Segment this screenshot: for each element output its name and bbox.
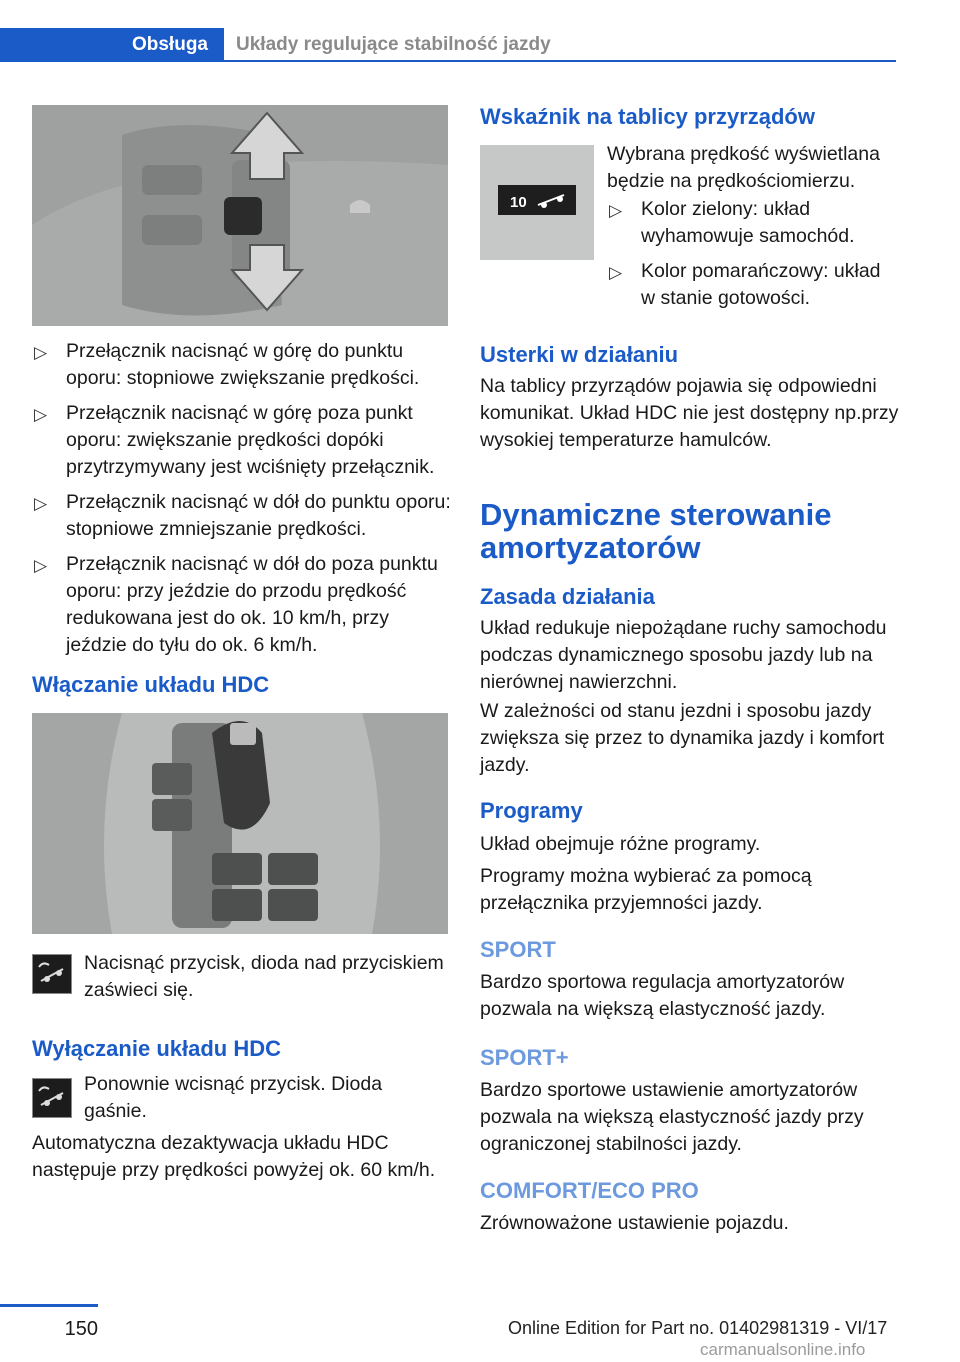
section-title: Układy regulujące stabilność jazdy [226, 28, 896, 62]
faults-heading: Usterki w działaniu [480, 342, 679, 367]
triangle-bullet-icon: ▷ [34, 343, 48, 362]
hdc-on-text: Nacisnąć przycisk, dioda nad przyciskiem zaświeci się. [84, 952, 444, 1001]
programs-heading: Programy [480, 798, 583, 823]
principle-heading: Zasada działania [480, 584, 655, 609]
triangle-bullet-icon: ▷ [609, 263, 623, 282]
triangle-bullet-icon: ▷ [609, 201, 623, 220]
cluster-display-number: 10 [510, 194, 527, 211]
page-header [0, 0, 960, 64]
indicator-heading: Wskaźnik na tablicy przyrządów [480, 104, 815, 129]
chapter-tab: Obsługa [0, 28, 224, 62]
hdc-button-icon [32, 954, 72, 994]
sport-heading: SPORT [480, 937, 556, 962]
watermark-text: carmanualsonline.info [700, 1340, 866, 1359]
edition-text: Online Edition for Part no. 01402981319 - VI/17 [508, 1318, 888, 1338]
comfort-text: Zrównoważone ustawienie pojazdu. [480, 1212, 789, 1234]
list-item: ▷ Przełącznik nacisnąć w górę do punktu oporu: stopniowe zwiększanie prędkości. [34, 340, 420, 389]
programs-text-2: Programy można wybierać za pomocą przełącznika przyjemności jazdy. [480, 865, 812, 914]
list-item: ▷ Kolor zielony: układ wyhamowuje samochód. [609, 198, 855, 247]
comfort-heading: COMFORT/ECO PRO [480, 1178, 699, 1203]
header-rule [224, 60, 896, 62]
faults-text: Na tablicy przyrządów pojawia się odpowiedni komunikat. Układ HDC nie jest dostępny np.przy wysokiej temperaturze hamulców. [480, 375, 899, 451]
triangle-bullet-icon: ▷ [34, 405, 48, 424]
dynamic-damping-heading: Dynamiczne sterowanie amortyzatorów [480, 497, 832, 565]
triangle-bullet-icon: ▷ [34, 494, 48, 513]
instrument-cluster-image [480, 145, 594, 260]
hdc-button-icon [32, 1078, 72, 1118]
programs-text-1: Układ obejmuje różne programy. [480, 833, 761, 855]
footer-rule [0, 1304, 98, 1307]
indicator-bullet-list [607, 196, 897, 320]
triangle-bullet-icon: ▷ [34, 556, 48, 575]
steering-wheel-switch-image [32, 105, 448, 326]
hdc-auto-text: Automatyczna dezaktywacja układu HDC następuje przy prędkości powyżej ok. 60 km/h. [32, 1132, 436, 1181]
sportplus-heading: SPORT+ [480, 1045, 569, 1070]
list-item: ▷ Kolor pomarańczowy: układ w stanie gotowości. [609, 260, 881, 309]
speed-bullet-list [32, 338, 452, 667]
principle-text-1: Układ redukuje niepożądane ruchy samochodu podczas dynamicznego sposobu jazdy lub na nierównej nawierzchni. [480, 617, 887, 693]
sportplus-text: Bardzo sportowe ustawienie amortyzatorów pozwala na większą elastyczność jazdy przy ograniczonej stabilności jazdy. [480, 1079, 864, 1155]
list-item: ▷ Przełącznik nacisnąć w dół do poza punktu oporu: przy jeździe do przodu prędkość redukowana jest do ok. 10 km/h, przy jeździe do tyłu do ok. 6 km/h. [34, 553, 438, 656]
hdc-off-heading: Wyłączanie układu HDC [32, 1036, 281, 1061]
hdc-off-text: Ponownie wcisnąć przycisk. Dioda gaśnie. [84, 1073, 383, 1122]
principle-text-2: W zależności od stanu jezdni i sposobu jazdy zwiększa się przez to dynamika jazdy i komfort jazdy. [480, 700, 885, 776]
hdc-on-heading: Włączanie układu HDC [32, 672, 270, 697]
sport-text: Bardzo sportowa regulacja amortyzatorów pozwala na większą elastyczność jazdy. [480, 971, 845, 1020]
list-item: ▷ Przełącznik nacisnąć w dół do punktu oporu: stopniowe zmniejszanie prędkości. [34, 491, 451, 540]
indicator-text: Wybrana prędkość wyświetlana będzie na prędkościomierzu. [607, 143, 880, 192]
center-console-image [32, 713, 448, 934]
page-number: 150 [64, 1318, 98, 1340]
list-item: ▷ Przełącznik nacisnąć w górę poza punkt oporu: zwiększanie prędkości dopóki przytrzymywany jest wciśnięty przełącznik. [34, 402, 435, 478]
